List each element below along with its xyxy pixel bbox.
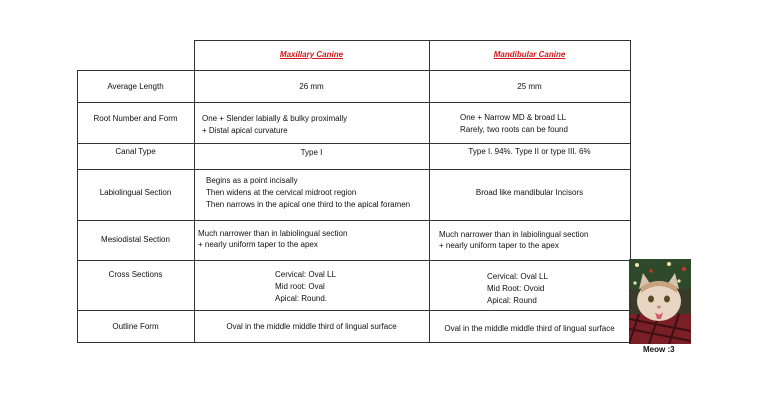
row-label-average-length: Average Length	[107, 82, 164, 91]
mandibular-cross-line-3: Apical: Round	[487, 296, 537, 305]
mandibular-labiolingual: Broad like mandibular Incisors	[475, 188, 584, 197]
mandibular-root-line-2: Rarely, two roots can be found	[460, 125, 568, 134]
table-rule	[77, 220, 631, 221]
table-rule	[77, 143, 631, 144]
maxillary-canine-header: Maxillary Canine	[279, 50, 344, 59]
mandibular-cross-line-2: Mid Root: Ovoid	[487, 284, 545, 293]
table-rule	[77, 169, 631, 170]
photo-caption: Meow :3	[643, 345, 675, 354]
mandibular-mesiodistal-line-2: + nearly uniform taper to the apex	[439, 241, 559, 250]
table-rule	[77, 70, 631, 71]
row-label-labiolingual: Labiolingual Section	[99, 188, 172, 197]
table-rule	[77, 260, 631, 261]
maxillary-labiolingual-line-2: Then widens at the cervical midroot region	[206, 188, 357, 197]
row-label-canal-type: Canal Type	[115, 147, 156, 156]
maxillary-root-line-2: + Distal apical curvature	[202, 126, 288, 135]
table-rule	[77, 102, 631, 103]
table-rule	[194, 40, 631, 41]
table-rule	[77, 310, 631, 311]
cat-photo	[629, 259, 691, 344]
maxillary-average-length: 26 mm	[299, 82, 324, 91]
row-label-outline-form: Outline Form	[112, 322, 159, 331]
maxillary-cross-line-3: Apical: Round.	[275, 294, 328, 303]
row-label-cross-sections: Cross Sections	[108, 270, 163, 279]
mandibular-outline-form: Oval in the middle middle third of lingual surface	[444, 324, 615, 333]
table-rule	[77, 342, 631, 343]
mandibular-canal-type: Type I. 94%. Type II or type III. 6%	[468, 147, 591, 156]
row-label-root-number: Root Number and Form	[93, 114, 178, 123]
maxillary-cross-line-1: Cervical: Oval LL	[275, 270, 336, 279]
maxillary-root-line-1: One + Slender labially & bulky proximally	[202, 114, 348, 123]
maxillary-outline-form: Oval in the middle middle third of lingual surface	[226, 322, 397, 331]
mandibular-canine-header: Mandibular Canine	[493, 50, 566, 59]
table-rule	[77, 70, 78, 343]
mandibular-average-length: 25 mm	[517, 82, 542, 91]
mandibular-cross-line-1: Cervical: Oval LL	[487, 272, 548, 281]
maxillary-mesiodistal-line-1: Much narrower than in labiolingual section	[198, 229, 348, 238]
mandibular-mesiodistal-line-1: Much narrower than in labiolingual section	[439, 230, 589, 239]
maxillary-labiolingual-line-1: Begins as a point incisally	[206, 176, 298, 185]
maxillary-cross-line-2: Mid root: Oval	[275, 282, 325, 291]
maxillary-mesiodistal-line-2: + nearly uniform taper to the apex	[198, 240, 318, 249]
row-label-mesiodistal: Mesiodistal Section	[101, 235, 170, 244]
mandibular-root-line-1: One + Narrow MD & broad LL	[460, 113, 567, 122]
maxillary-canal-type: Type I	[300, 148, 323, 157]
maxillary-labiolingual-line-3: Then narrows in the apical one third to the apical foramen	[206, 200, 411, 209]
